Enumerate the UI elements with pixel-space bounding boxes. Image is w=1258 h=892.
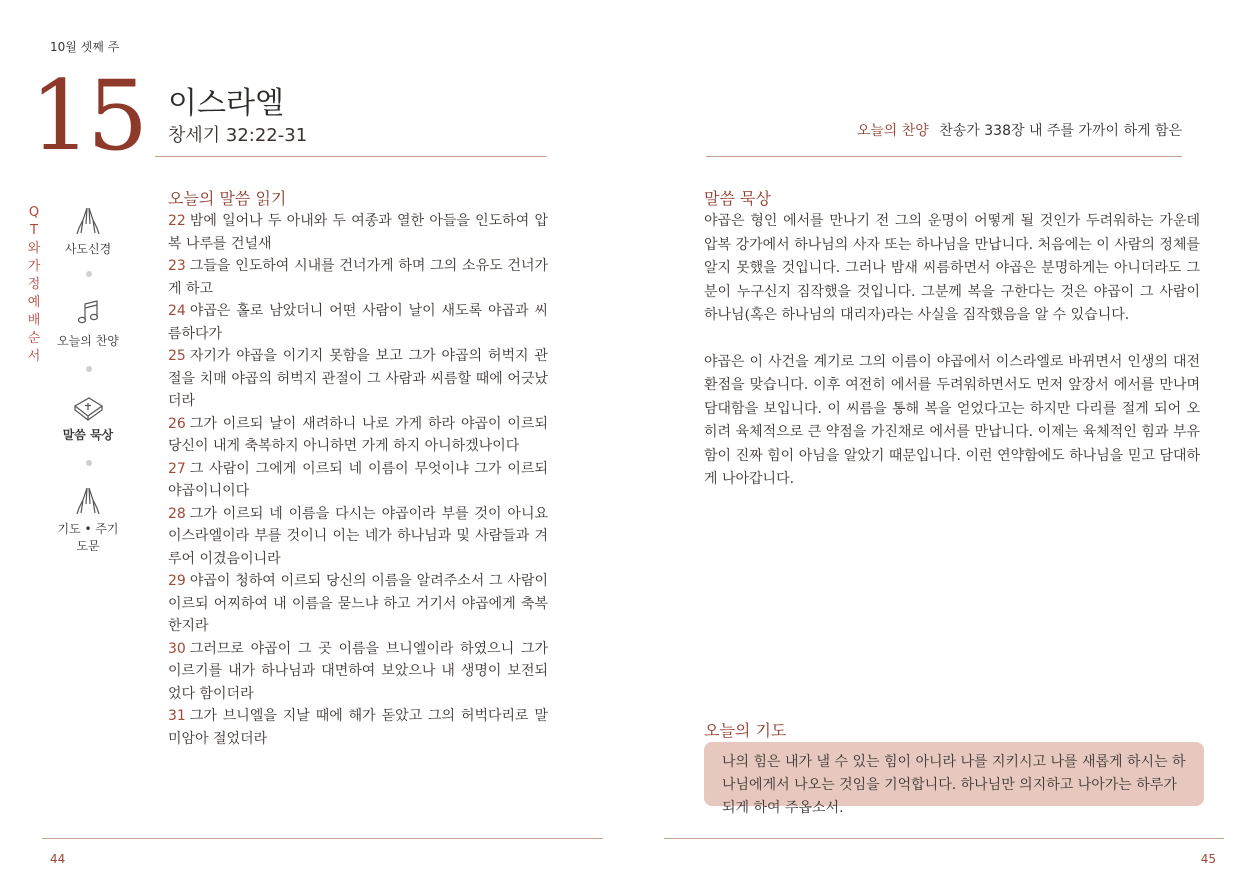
hymn-text: 찬송가 338장 내 주를 가까이 하게 함은 (939, 123, 1182, 139)
prayer-title: 오늘의 기도 (704, 721, 787, 740)
footer-rule-left (42, 838, 603, 839)
header-rule-left (155, 156, 547, 157)
verse (168, 345, 548, 413)
meditation-body (704, 210, 1200, 515)
sidebar-item-prayer[interactable] (52, 486, 124, 554)
music-note-icon (71, 298, 105, 328)
verse-number: 29 (168, 573, 186, 589)
page-number-left: 44 (50, 852, 66, 866)
verse-list (168, 210, 548, 750)
verse-number: 23 (168, 258, 186, 274)
verse-text: 그가 이르되 네 이름을 다시는 야곱이라 부를 것이 아니요 이스라엘이라 부를 것이니 이는 네가 하나님과 및 사람들과 겨루어 이겼음이니라 (168, 505, 548, 567)
verse-number: 22 (168, 213, 186, 229)
reading-title: 오늘의 말씀 읽기 (168, 189, 287, 208)
verse (168, 705, 548, 750)
page-title: 이스라엘 (168, 86, 284, 121)
sidebar-item-label: 기도 • 주기도문 (57, 522, 119, 553)
sidebar-item-label: 말씀 묵상 (62, 428, 114, 442)
verse-text: 그가 브니엘을 지날 때에 해가 돋았고 그의 허벅다리로 말미암아 절었더라 (168, 708, 548, 747)
verse-text: 야곱은 홀로 남았더니 어떤 사람이 날이 새도록 야곱과 씨름하다가 (168, 303, 548, 342)
hymn-line (857, 120, 1182, 140)
sidebar-item-meditation[interactable] (52, 392, 124, 443)
verse-number: 30 (168, 640, 186, 657)
verse-text: 그가 이르되 날이 새려하니 나로 가게 하라 야곱이 이르되 당신이 내게 축복하지 아니하면 가게 하지 아니하겠나이다 (168, 415, 548, 454)
sidebar-item-hymn[interactable] (52, 298, 124, 349)
prayer-box: 나의 힘은 내가 낼 수 있는 힘이 아니라 나를 지키시고 나를 새롭게 하시는 하나님에게서 나오는 것임을 기억합니다. 하나님만 의지하고 나아가는 하루가 되게 하여 주옵소서. (704, 742, 1204, 806)
sidebar-item-label: 오늘의 찬양 (57, 334, 119, 348)
sidebar-item-label: 사도신경 (64, 242, 112, 256)
verse-text: 밤에 일어나 두 아내와 두 여종과 열한 아들을 인도하여 압복 나루를 건널새 (168, 213, 548, 252)
sidebar-dot (86, 366, 92, 372)
verse (168, 638, 548, 706)
verse-text: 그들을 인도하여 시내를 건너가게 하며 그의 소유도 건너가게 하고 (168, 258, 548, 297)
sidebar-dot (86, 460, 92, 466)
sidebar-item-creed[interactable] (52, 206, 124, 257)
praying-hands-icon (71, 206, 105, 236)
sidebar-dot (86, 271, 92, 277)
week-label: 10월 셋째 주 (50, 40, 120, 54)
scripture-reference: 창세기 32:22-31 (168, 125, 308, 146)
footer-rule-right (664, 838, 1224, 839)
verse-number: 27 (168, 460, 186, 477)
hymn-label: 오늘의 찬양 (856, 123, 929, 139)
verse-text: 그러므로 야곱이 그 곳 이름을 브니엘이라 하였으니 그가 이르기를 내가 하나님과 대면하여 보았으나 내 생명이 보전되었다 함이더라 (168, 640, 548, 702)
verse (168, 458, 548, 503)
verse-number: 25 (168, 348, 186, 364)
verse-number: 31 (168, 708, 186, 724)
verse-number: 28 (168, 505, 186, 522)
sidebar-vertical-label: QT와 가정예배 순서 (27, 205, 41, 364)
verse (168, 413, 548, 458)
meditation-title: 말씀 묵상 (704, 189, 771, 208)
verse-number: 24 (168, 303, 186, 319)
meditation-paragraph: 야곱은 형인 에서를 만나기 전 그의 운명이 어떻게 될 것인가 두려워하는 가운데 압복 강가에서 하나님의 사자 또는 하나님을 만납니다. 처음에는 이 사람의 정체를 알지 못했을 것입니다. 그러나 밤새 씨름하면서 야곱은 분명하게는 아니더라도 그분이 누구신지 짐작했을 것입니다. 그분께 복을 구한다는 것은 야곱이 그 사람이 하나님(혹은 하나님의 대리자)라는 사실을 짐작했음을 알 수 있습니다. (704, 213, 1200, 323)
header-rule-right (706, 156, 1182, 157)
verse-text: 그 사람이 그에게 이르되 네 이름이 무엇이냐 그가 이르되 야곱이니이다 (168, 460, 548, 499)
day-number: 15 (30, 60, 145, 172)
page-number-right: 45 (1200, 852, 1216, 866)
meditation-paragraph: 야곱은 이 사건을 계기로 그의 이름이 야곱에서 이스라엘로 바뀌면서 인생의 대전환점을 맞습니다. 이후 여전히 에서를 두려워하면서도 먼저 앞장서 에서를 만나며 담대함을 보입니다. 이 씨름을 통해 복을 얻었다고는 하지만 다리를 절게 되어 오히려 육체적으로 큰 약점을 가진채로 에서를 만납니다. 이제는 육체적인 힘과 부유함이 진짜 힘이 아님을 알았기 때문입니다. 이런 연약함에도 하나님을 믿고 담대하게 나아갑니다. (704, 353, 1200, 487)
praying-hands-icon (71, 486, 105, 516)
verse-text: 야곱이 청하여 이르되 당신의 이름을 알려주소서 그 사람이 이르되 어찌하여 내 이름을 묻느냐 하고 거기서 야곱에게 축복한지라 (168, 573, 548, 634)
verse (168, 210, 548, 255)
verse-text: 자기가 야곱을 이기지 못함을 보고 그가 야곱의 허벅지 관절을 치매 야곱의 허벅지 관절이 그 사람과 씨름할 때에 어긋났더라 (168, 348, 548, 409)
verse (168, 300, 548, 345)
verse (168, 570, 548, 638)
bible-icon (71, 392, 105, 422)
verse (168, 255, 548, 300)
verse (168, 503, 548, 571)
verse-number: 26 (168, 415, 186, 432)
